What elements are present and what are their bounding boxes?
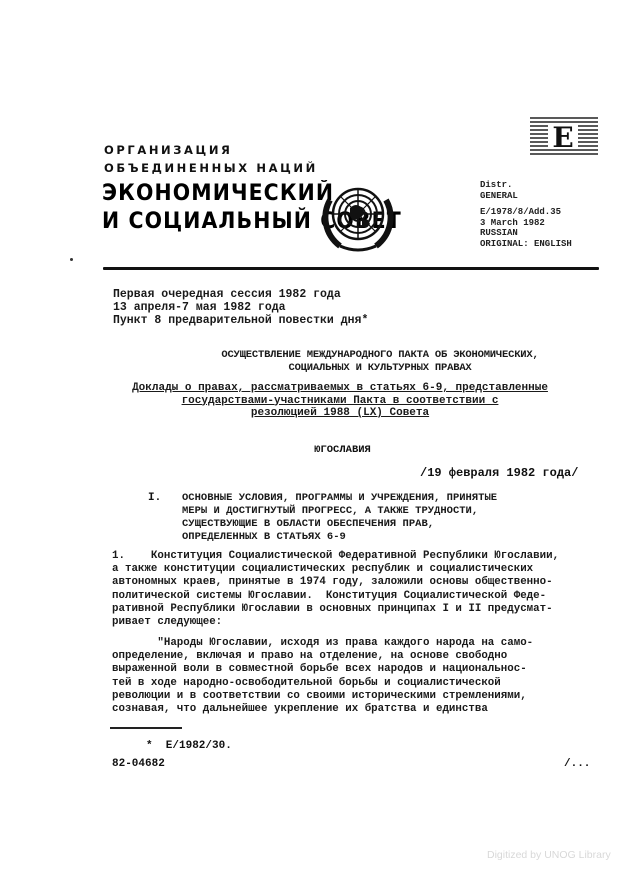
svg-text:E: E bbox=[552, 121, 574, 154]
paragraph-line: ривает следующее: bbox=[112, 616, 223, 629]
document-date: 3 March 1982 bbox=[480, 217, 545, 228]
section-title-line: МЕРЫ И ДОСТИГНУТЫЙ ПРОГРЕСС, А ТАКЖЕ ТРУДНОСТИ, bbox=[182, 505, 479, 517]
report-date: /19 февраля 1982 года/ bbox=[420, 466, 579, 480]
distribution-block bbox=[480, 180, 572, 249]
paragraph-line: а также конституции социалистических республик и социалистических bbox=[112, 563, 534, 576]
subtitle-line: резолюцией 1988 (LX) Совета bbox=[250, 407, 430, 419]
document-title bbox=[150, 349, 610, 375]
session-line: Пункт 8 предварительной повестки дня* bbox=[113, 314, 369, 327]
council-line-1: ЭКОНОМИЧЕСКИЙ bbox=[102, 181, 335, 206]
paragraph-1 bbox=[112, 550, 612, 629]
organization-line-2: ОБЪЕДИНЕННЫХ НАЦИЙ bbox=[104, 161, 318, 175]
quote-line: определение, включая и право на отделение, на основе свободно bbox=[112, 650, 508, 663]
country-heading: ЮГОСЛАВИЯ bbox=[314, 444, 371, 456]
organization-line-1: ОРГАНИЗАЦИЯ bbox=[104, 143, 233, 157]
quote-line: "Народы Югославии, исходя из права каждого народа на само- bbox=[112, 637, 534, 649]
document-symbol: E/1978/8/Add.35 bbox=[480, 207, 562, 217]
original-language: ORIGINAL: ENGLISH bbox=[480, 238, 572, 249]
subtitle-line: Доклады о правах, рассматриваемых в статьях 6-9, представленные bbox=[132, 382, 548, 394]
un-emblem-icon bbox=[320, 178, 396, 254]
document-number: 82-04682 bbox=[112, 758, 165, 770]
document-language: RUSSIAN bbox=[480, 228, 518, 238]
paragraph-line: автономных краев, принятые в 1974 году, заложили основы общественно- bbox=[112, 576, 553, 589]
footnote: * E/1982/30. bbox=[146, 740, 232, 752]
section-number: I. bbox=[148, 492, 162, 504]
section-title-line: ОСНОВНЫЕ УСЛОВИЯ, ПРОГРАММЫ И УЧРЕЖДЕНИЯ, ПРИНЯТЫЕ bbox=[182, 492, 498, 504]
section-title-line: СУЩЕСТВУЮЩИЕ В ОБЛАСТИ ОБЕСПЕЧЕНИЯ ПРАВ, bbox=[182, 518, 435, 530]
session-info bbox=[113, 288, 368, 327]
footnote-divider bbox=[110, 727, 182, 729]
scan-speck bbox=[70, 258, 73, 261]
quote-line: революции и в соответствии со своими историческими стремлениями, bbox=[112, 689, 527, 702]
title-line: СОЦИАЛЬНЫХ И КУЛЬТУРНЫХ ПРАВАХ bbox=[288, 362, 472, 374]
title-line: ОСУЩЕСТВЛЕНИЕ МЕЖДУНАРОДНОГО ПАКТА ОБ ЭКОНОМИЧЕСКИХ, bbox=[221, 349, 539, 361]
paragraph-line: ративной Республики Югославии в основных принципах I и II предусмат- bbox=[112, 602, 553, 615]
quote-line: сознавая, что дальнейшее укрепление их братства и единства bbox=[112, 703, 488, 716]
quote-line: выраженной воли в совместной борьбе всех народов и национальнос- bbox=[112, 663, 527, 676]
constitution-quote bbox=[112, 637, 612, 716]
e-document-logo-icon bbox=[530, 116, 598, 156]
distribution-level: GENERAL bbox=[480, 190, 518, 201]
quote-line: тей в ходе народно-освободительной борьбы и социалистической bbox=[112, 676, 501, 689]
session-line: 13 апреля-7 мая 1982 года bbox=[113, 301, 286, 314]
paragraph-line: 1. Конституция Социалистической Федеративной Республики Югославии, bbox=[112, 550, 560, 562]
continuation-mark: /... bbox=[564, 758, 591, 770]
subtitle-line: государствами-участниками Пакта в соответствии с bbox=[181, 394, 499, 407]
council-line-2: И СОЦИАЛЬНЫЙ СОВЕТ bbox=[102, 209, 402, 234]
section-title-line: ОПРЕДЕЛЕННЫХ В СТАТЬЯХ 6-9 bbox=[182, 531, 346, 543]
paragraph-line: политической системы Югославии. Конституция Социалистической Феде- bbox=[112, 589, 547, 602]
document-subtitle bbox=[130, 382, 550, 420]
organization-name bbox=[104, 141, 318, 177]
digitization-watermark: Digitized by UNOG Library bbox=[487, 849, 611, 861]
header-divider bbox=[103, 267, 599, 270]
section-title bbox=[182, 492, 497, 544]
distr-label: Distr. bbox=[480, 180, 513, 190]
session-line: Первая очередная сессия 1982 года bbox=[113, 288, 341, 301]
